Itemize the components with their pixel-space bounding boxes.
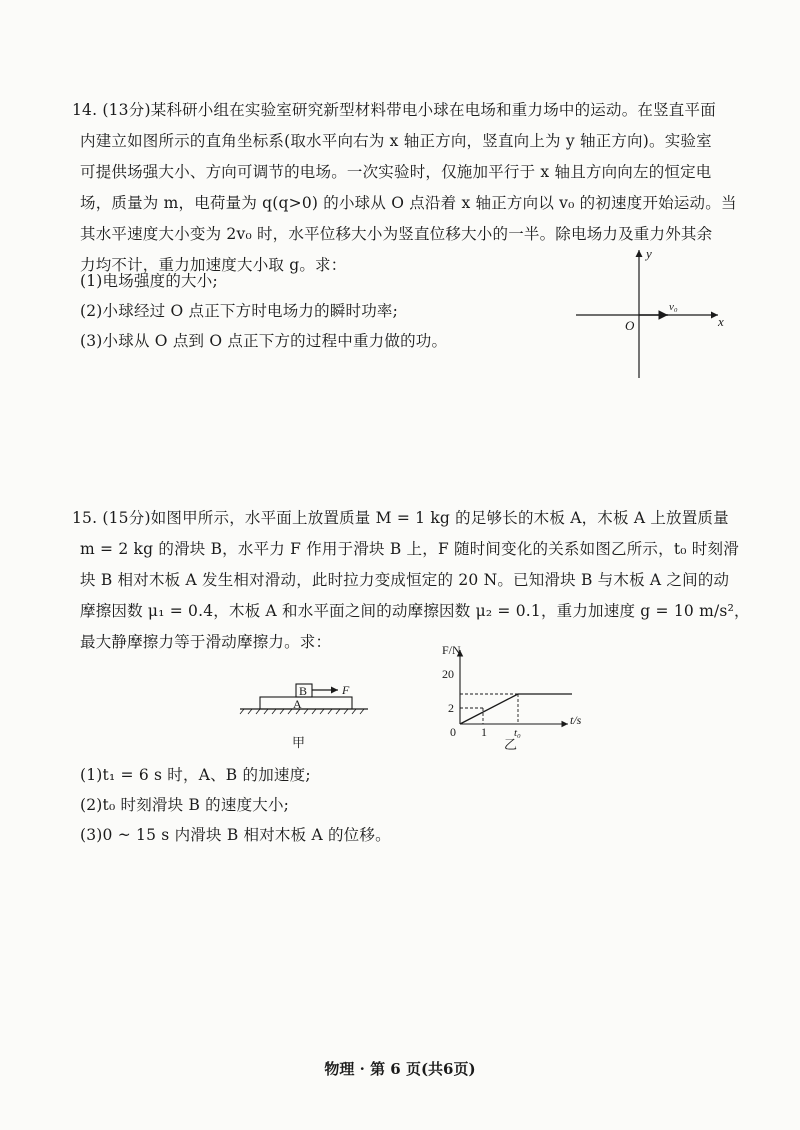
board-a	[260, 697, 352, 709]
origin-label: O	[625, 318, 635, 333]
ft-ytick-2: 2	[448, 701, 454, 715]
q15-line-5: 最大静摩擦力等于滑动摩擦力。求：	[80, 633, 332, 651]
q15-figure-jia	[230, 675, 380, 755]
caption-jia: 甲	[292, 735, 306, 750]
q14-line-5: 其水平速度大小变为 2v₀ 时，水平位移大小为竖直位移大小的一半。除电场力及重力外其余	[80, 225, 713, 243]
q14-line-2: 内建立如图所示的直角坐标系(取水平向右为 x 轴正方向，竖直向上为 y 轴正方向)。实验室	[80, 132, 712, 150]
ft-xtick-t0: t₀	[514, 727, 521, 739]
caption-yi: 乙	[504, 737, 518, 752]
q15-figure-yi	[440, 642, 600, 754]
q15-sub-2: (2)t₀ 时刻滑块 B 的速度大小;	[80, 796, 290, 814]
page-footer: 物理 · 第 6 页(共6页)	[324, 1060, 476, 1078]
q15-line-1: 15. (15分)如图甲所示，水平面上放置质量 M = 1 kg 的足够长的木板 A，木板 A 上放置质量	[72, 509, 729, 527]
ft-origin-label: 0	[450, 725, 456, 739]
q14-axes-figure	[570, 240, 740, 385]
q15-line-2: m = 2 kg 的滑块 B，水平力 F 作用于滑块 B 上，F 随时间变化的关系如图乙所示，t₀ 时刻滑	[80, 540, 739, 558]
q15-sub-1: (1)t₁ = 6 s 时，A、B 的加速度;	[80, 766, 311, 784]
q15-line-3: 块 B 相对木板 A 发生相对滑动，此时拉力变成恒定的 20 N。已知滑块 B 与木板 A 之间的动	[80, 571, 730, 589]
ft-xtick-1: 1	[481, 725, 487, 739]
board-a-label: A	[293, 697, 302, 711]
block-b-label: B	[299, 684, 308, 698]
y-axis-label: y	[646, 246, 652, 261]
x-axis-label: x	[718, 314, 724, 329]
ft-ytick-20: 20	[442, 667, 454, 681]
q14-line-6: 力均不计，重力加速度大小取 g。求：	[80, 256, 347, 274]
q14-sub-1: (1)电场强度的大小;	[80, 272, 218, 290]
q14-sub-2: (2)小球经过 O 点正下方时电场力的瞬时功率;	[80, 302, 399, 320]
ground-hatch	[240, 709, 364, 714]
ft-segment-rise	[460, 694, 518, 724]
force-label: F	[342, 683, 350, 697]
q14-line-3: 可提供场强大小、方向可调节的电场。一次实验时，仅施加平行于 x 轴且方向向左的恒定电	[80, 163, 712, 181]
q14-line-4: 场，质量为 m，电荷量为 q(q>0) 的小球从 O 点沿着 x 轴正方向以 v₀ 的初速度开始运动。当	[80, 194, 737, 212]
ft-x-axis-label: t/s	[570, 713, 582, 727]
v0-label: v₀	[669, 301, 678, 313]
q15-line-4: 摩擦因数 μ₁ = 0.4，木板 A 和水平面之间的动摩擦因数 μ₂ = 0.1，重力加速度 g = 10 m/s²，	[80, 602, 750, 620]
q14-sub-3: (3)小球从 O 点到 O 点正下方的过程中重力做的功。	[80, 332, 448, 350]
q14-line-1: 14. (13分)某科研小组在实验室研究新型材料带电小球在电场和重力场中的运动。在竖直平面	[72, 101, 716, 119]
ft-y-axis-label: F/N	[442, 643, 461, 657]
q15-sub-3: (3)0 ~ 15 s 内滑块 B 相对木板 A 的位移。	[80, 826, 391, 844]
